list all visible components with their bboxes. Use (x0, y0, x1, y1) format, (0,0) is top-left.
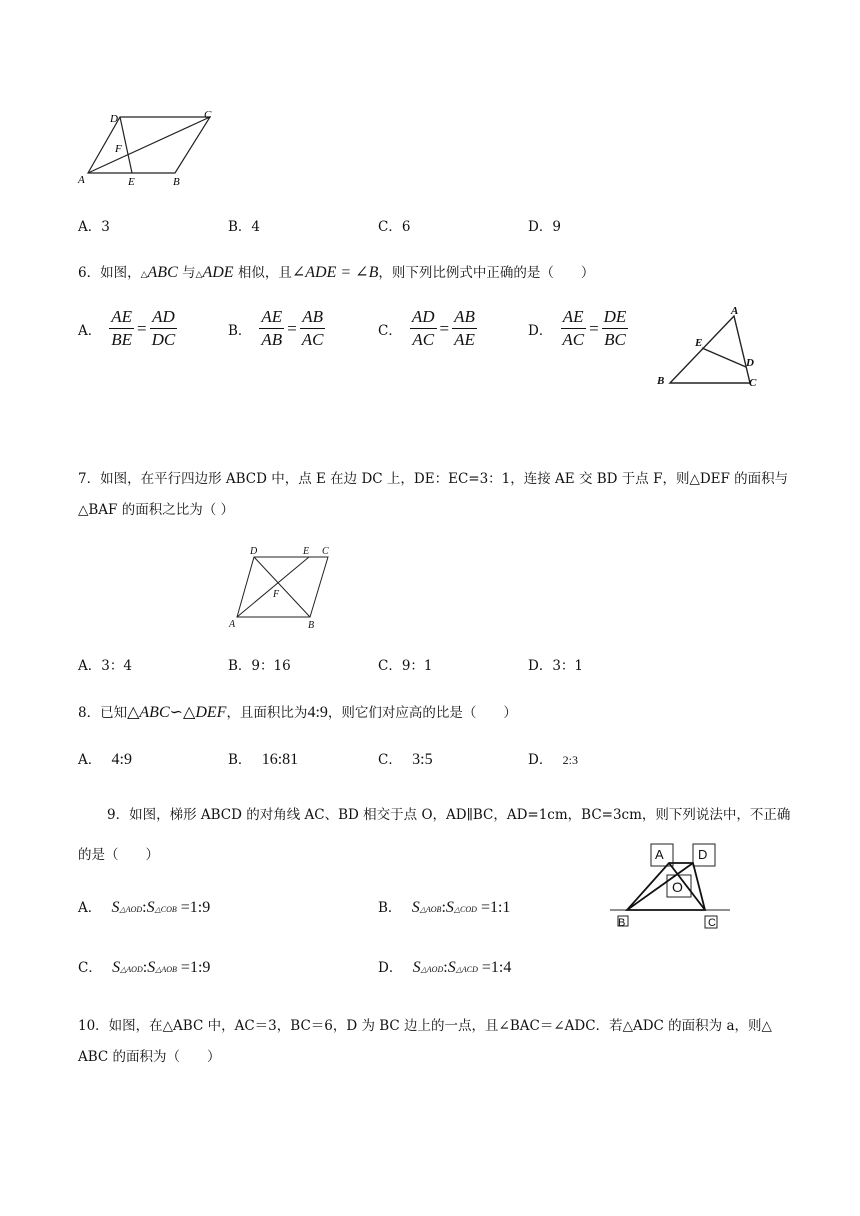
q6-end: ，则下列比例式中正确的是（ ） (378, 265, 595, 281)
q6-option-d: D． $\frac{AE}{AC}$ = $\frac{DE}{BC}$ (528, 307, 627, 349)
q6-fig-label-A: A (731, 305, 739, 317)
q6-number: 6．如图， (78, 265, 141, 281)
q5-label-D: D (110, 113, 118, 125)
q10-stem-line1: 10．如图，在△ABC 中，AC＝3，BC＝6，D 为 BC 边上的一点，且∠BAC＝∠ADC．若△ADC 的面积为 a，则△ (78, 1018, 772, 1034)
q6c-n1: AD (410, 306, 437, 329)
q5-label-B: B (173, 176, 180, 188)
q6-fig-label-E: E (695, 337, 703, 349)
q7-option-b: B．9：16 (228, 658, 291, 674)
q6d-n2: DE (602, 306, 629, 329)
q9b-val: =1:1 (480, 899, 511, 916)
q6-fig-label-D: D (746, 357, 754, 369)
q6c-d2: AE (454, 330, 475, 349)
q9-option-a-letter: A． (78, 900, 102, 916)
q6a-d1: BE (111, 330, 133, 349)
q9-option-b-letter: B． (378, 900, 402, 916)
q7-fig-label-F: F (273, 589, 280, 600)
q8-option-b (228, 750, 298, 770)
q7-fig-label-E: E (303, 546, 310, 557)
q6b-d2: AC (301, 330, 324, 349)
q5-option-a: A．3 (78, 219, 110, 235)
q6-mid1: 与 (177, 265, 196, 281)
q9-fig-label-O: O (672, 879, 683, 895)
q8-similar: △ABC∽△DEF (127, 704, 227, 721)
q5-label-F: F (115, 143, 122, 155)
q9-fig-label-D: D (698, 847, 708, 862)
q6-tri2: ADE (202, 264, 234, 281)
q6b-d1: AB (261, 330, 283, 349)
q8-option-d-letter: D． (528, 752, 553, 768)
q9-option-d: D． S△AOD:S△ACD =1:4 (378, 959, 512, 976)
q9-option-c: C． S△AOD:S△AOB =1:9 (78, 959, 211, 976)
q9-fig-label-B: B (618, 917, 626, 929)
q6d-d2: BC (604, 330, 626, 349)
q9-option-d-letter: D． (378, 960, 403, 976)
q9b-s2: COD (460, 905, 477, 914)
q9-option-a: A． S△AOD:S△COB =1:9 (78, 899, 211, 916)
q6-figure (650, 300, 770, 395)
q8-option-d-value: 2:3 (562, 753, 578, 767)
q9a-s2: COB (160, 905, 177, 914)
q7-fig-label-D: D (250, 546, 258, 557)
q6d-d1: AC (562, 330, 585, 349)
q9c-s1: AOD (126, 965, 143, 974)
q6a-d2: DC (151, 330, 176, 349)
q9-option-c-letter: C． (78, 960, 102, 976)
q9c-s2: AOB (161, 965, 177, 974)
q9d-s1: AOD (426, 965, 444, 974)
q6-fig-label-C: C (749, 377, 757, 389)
q6-option-a-letter: A． (78, 322, 102, 339)
q8-option-c-letter: C． (378, 752, 402, 768)
q5-label-C: C (204, 109, 212, 121)
q9a-s1: AOD (125, 905, 143, 914)
q7-option-d: D．3：1 (528, 658, 584, 674)
q6-option-b-letter: B． (228, 322, 252, 339)
q6-option-c: C． $\frac{AD}{AC}$ = $\frac{AB}{AE}$ (378, 307, 475, 349)
q7-option-a: A．3：4 (78, 658, 132, 674)
q9b-s1: AOB (425, 905, 442, 914)
q9-fig-label-A: A (655, 847, 664, 862)
q9-stem-line1: 9．如图，梯形 ABCD 的对角线 AC、BD 相交于点 O，AD∥BC，AD=1cm，BC=3cm，则下列说法中，不正确 (107, 807, 791, 823)
q9d-val: =1:4 (481, 959, 512, 976)
q7-figure (225, 543, 340, 631)
q6d-n1: AE (561, 306, 586, 329)
q6-option-a: A． $\frac{AE}{BE}$ = $\frac{AD}{DC}$ (78, 307, 176, 349)
q8-option-d (528, 750, 578, 770)
q6-option-c-letter: C． (378, 322, 402, 339)
q8-option-b-value: 16:81 (261, 751, 299, 768)
q6-mid2: 相似，且 (233, 265, 292, 281)
q6-fig-label-B: B (657, 375, 665, 387)
q6a-n2: AD (150, 306, 177, 329)
q5-option-c: C．6 (378, 219, 411, 235)
q6-tri1: ABC (147, 264, 178, 281)
q8-ratio: 4:9 (307, 704, 328, 721)
q9d-s2: ACD (461, 965, 478, 974)
q7-fig-label-A: A (229, 619, 236, 630)
q7-fig-label-C: C (322, 546, 329, 557)
q10-stem-line2: ABC 的面积为（ ） (78, 1049, 221, 1065)
q6-stem: 6．如图，△ABC 与△ADE 相似，且∠ADE = ∠B，则下列比例式中正确的是（ ） (78, 264, 595, 281)
q5-option-d: D．9 (528, 219, 561, 235)
q7-option-c: C．9：1 (378, 658, 433, 674)
q8-end: ，则它们对应高的比是（ ） (327, 705, 517, 721)
q8-option-a-value: 4:9 (111, 751, 132, 768)
q8-mid: ，且面积比为 (226, 705, 308, 721)
q6-angle-eq: ∠ADE = ∠B (291, 264, 379, 281)
q9-stem-line2: 的是（ ） (78, 847, 159, 863)
q6b-n2: AB (300, 306, 325, 329)
q7-stem-line2: △BAF 的面积之比为（ ） (78, 502, 235, 518)
q6-option-d-letter: D． (528, 322, 553, 339)
q5-label-A: A (78, 174, 85, 186)
q6c-n2: AB (452, 306, 477, 329)
q9a-val: =1:9 (180, 899, 211, 916)
q6-option-b: B． $\frac{AE}{AB}$ = $\frac{AB}{AC}$ (228, 307, 324, 349)
q5-figure (70, 100, 230, 195)
q6b-n1: AE (259, 306, 284, 329)
q9c-val: =1:9 (180, 959, 211, 976)
q8-option-a (78, 750, 132, 770)
q7-stem-line1: 7．如图，在平行四边形 ABCD 中，点 E 在边 DC 上，DE：EC=3：1，连接 AE 交 BD 于点 F，则△DEF 的面积与 (78, 471, 789, 487)
q9-fig-label-C: C (708, 917, 716, 929)
q6c-d1: AC (412, 330, 435, 349)
q5-option-b: B．4 (228, 219, 261, 235)
q8-number: 8．已知 (78, 705, 128, 721)
q8-option-a-letter: A． (78, 752, 102, 768)
q9-option-b: B． S△AOB:S△COD =1:1 (378, 899, 511, 916)
q8-option-c (378, 750, 433, 770)
q9-figure (605, 838, 735, 938)
q8-stem (78, 703, 517, 723)
q8-option-c-value: 3:5 (412, 751, 433, 768)
q6a-n1: AE (109, 306, 134, 329)
q7-fig-label-B: B (308, 620, 315, 631)
q8-option-b-letter: B． (228, 752, 252, 768)
q5-label-E: E (128, 176, 135, 188)
